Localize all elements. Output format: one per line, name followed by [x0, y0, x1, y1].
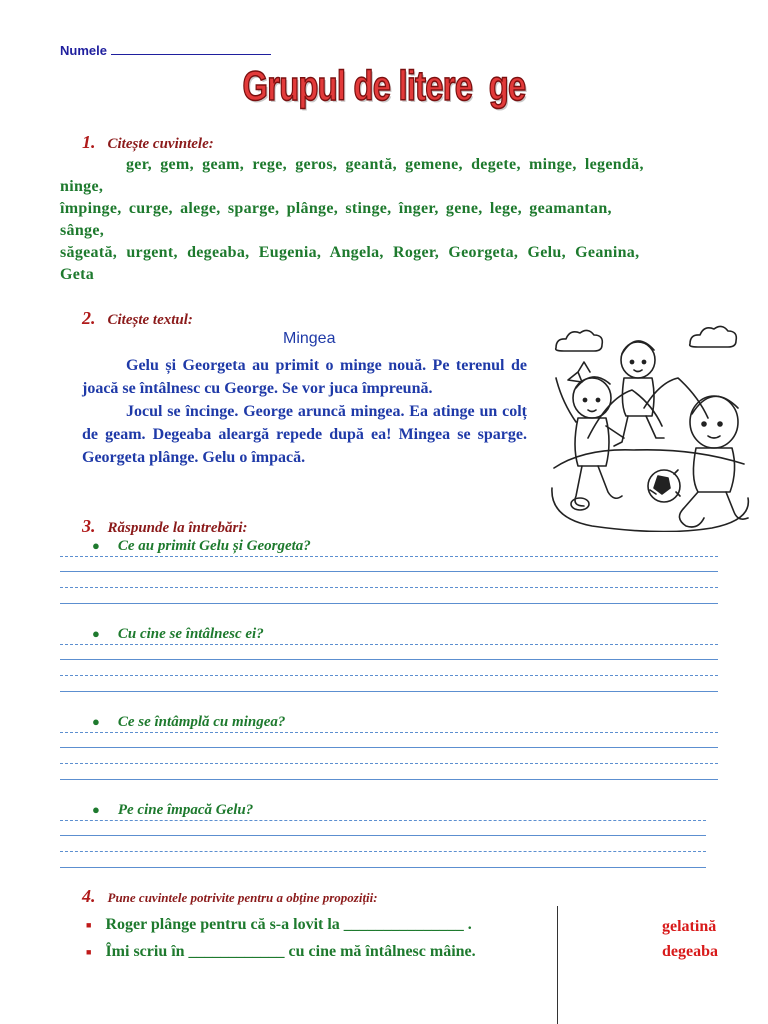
word-line: ninge, — [60, 178, 104, 195]
answer-line[interactable] — [60, 867, 706, 868]
question-2 — [92, 626, 264, 643]
story-paragraph: Gelu și Georgeta au primit o minge nouă. Pe terenul de joacă se întâlnesc cu George. Se vor juca împreună. — [82, 357, 527, 397]
question-3 — [92, 714, 285, 731]
word-line: Geta — [60, 266, 95, 283]
bullet-icon: ● — [92, 626, 100, 641]
section1-heading — [82, 132, 214, 153]
answer-line[interactable] — [60, 587, 718, 588]
story-paragraph: Jocul se încinge. George aruncă mingea. Ea atinge un colț de geam. Degeaba aleargă repede după ea! Mingea se sparge. Georgeta plânge. Gelu o împacă. — [82, 403, 527, 466]
section4-heading — [82, 886, 378, 907]
word-option: gelatină — [662, 918, 717, 935]
answer-line[interactable] — [60, 835, 706, 836]
answer-line[interactable] — [60, 675, 718, 676]
section1-label: Citește cuvintele: — [107, 136, 214, 152]
red-square-bullet-icon: ■ — [86, 947, 92, 958]
answer-line[interactable] — [60, 747, 718, 748]
word-line: sânge, — [60, 222, 105, 239]
section3-label: Răspunde la întrebări: — [107, 520, 248, 536]
section2-number: 2. — [82, 308, 96, 328]
section2-heading — [82, 308, 193, 329]
name-label: Numele — [60, 43, 107, 58]
section3-heading — [82, 516, 248, 537]
worksheet-title: Grupul de litere ge — [242, 62, 526, 109]
bullet-icon: ● — [92, 714, 100, 729]
column-divider — [557, 906, 558, 1024]
story-text — [82, 354, 527, 469]
answer-line[interactable] — [60, 763, 718, 764]
name-blank[interactable] — [111, 42, 271, 55]
answer-line[interactable] — [60, 820, 706, 821]
question-text: Pe cine împacă Gelu? — [117, 802, 254, 818]
answer-line[interactable] — [60, 644, 718, 645]
children-playing-illustration — [548, 318, 754, 532]
sentence-text: Roger plânge pentru că s-a lovit la _______________ . — [105, 916, 472, 933]
question-text: Cu cine se întâlnesc ei? — [117, 626, 264, 642]
answer-line[interactable] — [60, 779, 718, 780]
question-1 — [92, 538, 311, 555]
section3-number: 3. — [82, 516, 96, 536]
word-line: ger, gem, geam, rege, geros, geantă, gemene, degete, minge, legendă, — [126, 156, 644, 173]
word-list — [60, 154, 768, 286]
question-4 — [92, 802, 253, 819]
sentence-text: Îmi scriu în ____________ cu cine mă întâlnesc mâine. — [105, 943, 476, 960]
question-text: Ce se întâmplă cu mingea? — [117, 714, 286, 730]
answer-line[interactable] — [60, 659, 718, 660]
section4-number: 4. — [82, 886, 96, 906]
sentence-1 — [86, 916, 472, 934]
red-square-bullet-icon: ■ — [86, 920, 92, 931]
bullet-icon: ● — [92, 538, 100, 553]
story-title: Mingea — [283, 330, 336, 347]
section1-number: 1. — [82, 132, 96, 152]
word-line: împinge, curge, alege, sparge, plânge, stinge, înger, gene, lege, geamantan, — [60, 200, 612, 217]
word-option: degeaba — [662, 943, 718, 960]
sentence-2 — [86, 943, 476, 961]
name-field — [60, 42, 271, 58]
bullet-icon: ● — [92, 802, 100, 817]
answer-line[interactable] — [60, 732, 718, 733]
question-text: Ce au primit Gelu și Georgeta? — [117, 538, 311, 554]
section4-label: Pune cuvintele potrivite pentru a obține propoziții: — [107, 890, 378, 905]
answer-line[interactable] — [60, 603, 718, 604]
answer-line[interactable] — [60, 691, 718, 692]
illustration-svg — [548, 318, 754, 532]
answer-line[interactable] — [60, 571, 718, 572]
answer-line[interactable] — [60, 556, 718, 557]
answer-line[interactable] — [60, 851, 706, 852]
word-line: săgeată, urgent, degeaba, Eugenia, Angela, Roger, Georgeta, Gelu, Geanina, — [60, 244, 640, 261]
section2-label: Citește textul: — [107, 312, 193, 328]
